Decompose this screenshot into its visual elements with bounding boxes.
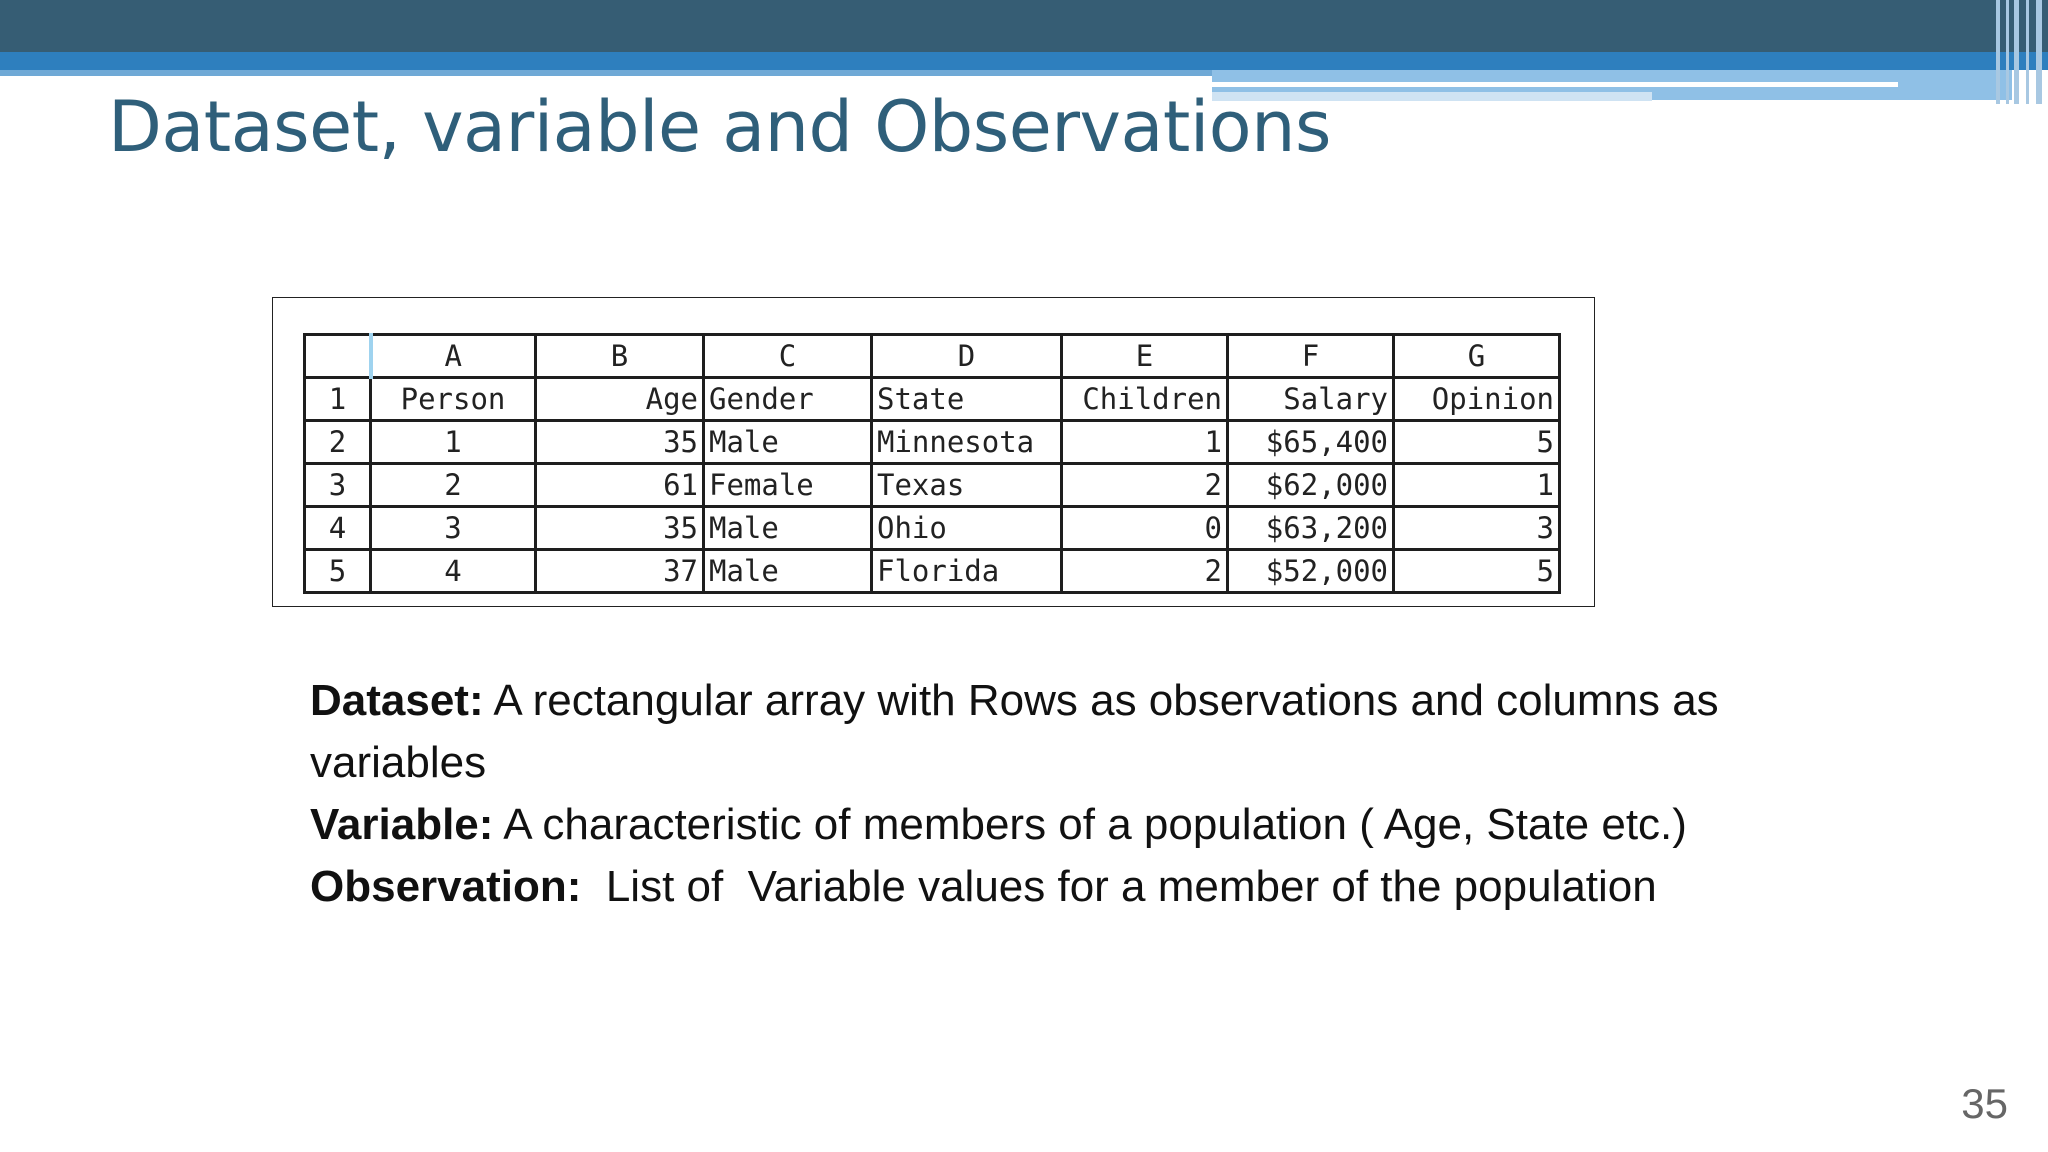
column-letter: F (1228, 335, 1394, 378)
definition-term: Observation: (310, 862, 582, 911)
table-cell: 2 (371, 464, 536, 507)
table-cell: 1 (1394, 464, 1560, 507)
spreadsheet-table (303, 333, 1561, 594)
header-band-dark (0, 0, 2048, 52)
table-cell: 1 (371, 421, 536, 464)
table-row (305, 507, 1560, 550)
table-cell: Female (704, 464, 872, 507)
definition-dataset (310, 670, 1730, 794)
table-cell: Male (704, 550, 872, 593)
table-cell: 5 (1394, 421, 1560, 464)
column-letter-row (305, 335, 1560, 378)
column-letter: A (371, 335, 536, 378)
header-row (305, 378, 1560, 421)
column-letter: G (1394, 335, 1560, 378)
header-cell: State (872, 378, 1062, 421)
definition-text: A rectangular array with Rows as observations and columns as variables (310, 676, 1719, 787)
header-cell: Opinion (1394, 378, 1560, 421)
table-cell: Ohio (872, 507, 1062, 550)
definition-text: A characteristic of members of a population ( Age, State etc.) (493, 800, 1687, 849)
header-cell: Person (371, 378, 536, 421)
table-cell: 2 (1062, 464, 1228, 507)
table-cell: Minnesota (872, 421, 1062, 464)
table-cell: 3 (371, 507, 536, 550)
column-letter: C (704, 335, 872, 378)
row-number: 5 (305, 550, 371, 593)
table-cell: $63,200 (1228, 507, 1394, 550)
definition-term: Variable: (310, 800, 494, 849)
table-cell: Florida (872, 550, 1062, 593)
header-stripes-decoration (1992, 0, 2048, 104)
table-row (305, 550, 1560, 593)
table-cell: 3 (1394, 507, 1560, 550)
slide-title: Dataset, variable and Observations (108, 86, 1331, 168)
table-cell: 37 (536, 550, 704, 593)
column-letter: D (872, 335, 1062, 378)
definition-term: Dataset: (310, 676, 484, 725)
table-cell: Male (704, 421, 872, 464)
corner-cell (305, 335, 371, 378)
column-letter: E (1062, 335, 1228, 378)
table-cell: 61 (536, 464, 704, 507)
header-band-light-left (0, 70, 1212, 76)
header-cell: Children (1062, 378, 1228, 421)
definition-text: List of Variable values for a member of the population (581, 862, 1657, 911)
spreadsheet-image (272, 297, 1595, 607)
table-row (305, 464, 1560, 507)
page-number: 35 (1961, 1080, 2008, 1127)
header-cell: Salary (1228, 378, 1394, 421)
row-number: 1 (305, 378, 371, 421)
header-band-blue (0, 52, 2048, 70)
table-cell: 4 (371, 550, 536, 593)
table-cell: Male (704, 507, 872, 550)
table-cell: $65,400 (1228, 421, 1394, 464)
table-cell: Texas (872, 464, 1062, 507)
table-cell: 35 (536, 507, 704, 550)
definition-variable (310, 794, 1730, 856)
row-number: 3 (305, 464, 371, 507)
column-letter: B (536, 335, 704, 378)
table-cell: 2 (1062, 550, 1228, 593)
table-row (305, 421, 1560, 464)
table-cell: $62,000 (1228, 464, 1394, 507)
table-cell: $52,000 (1228, 550, 1394, 593)
row-number: 4 (305, 507, 371, 550)
table-cell: 35 (536, 421, 704, 464)
header-cell: Age (536, 378, 704, 421)
row-number: 2 (305, 421, 371, 464)
definitions-text (310, 670, 1730, 918)
header-cell: Gender (704, 378, 872, 421)
table-cell: 5 (1394, 550, 1560, 593)
definition-observation (310, 856, 1730, 918)
table-cell: 1 (1062, 421, 1228, 464)
table-cell: 0 (1062, 507, 1228, 550)
